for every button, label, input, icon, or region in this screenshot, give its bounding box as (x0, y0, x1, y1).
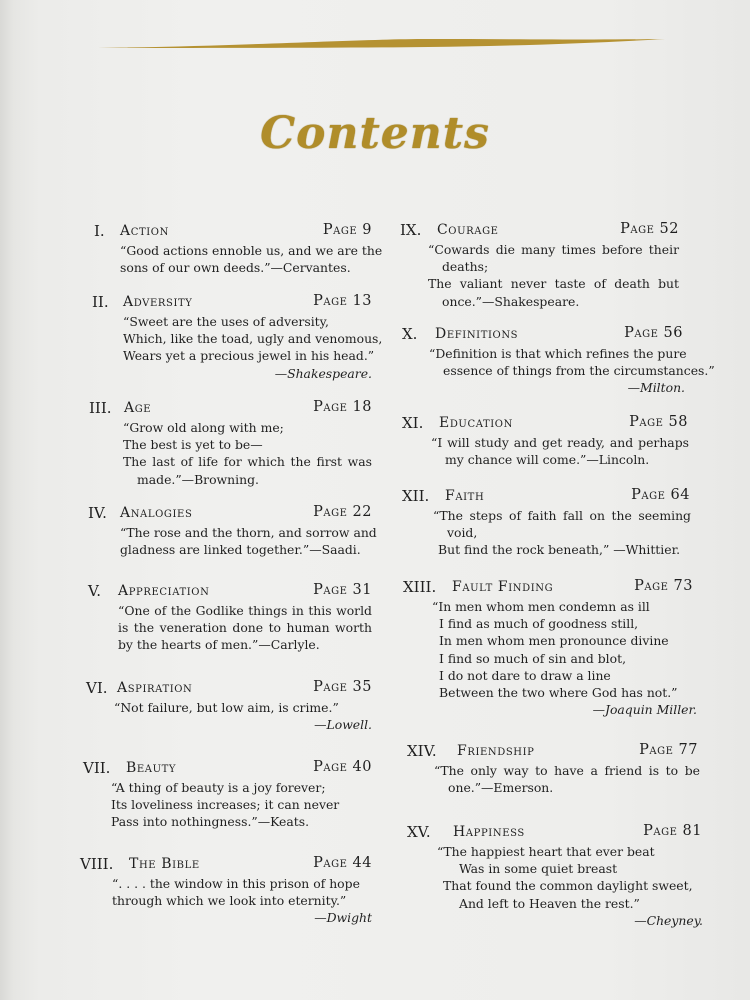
contents-entry-age (88, 399, 372, 488)
quote-line: sons of our own deeds.”—Cervantes. (120, 260, 351, 276)
quote-line: “The rose and the thorn, and sorrow and (120, 525, 377, 540)
quote-line: Between the two where God has not.” (439, 685, 678, 701)
chapter-number: XIV. (407, 742, 437, 760)
chapter-quotation (120, 242, 383, 276)
chapter-title: Faith (445, 488, 485, 504)
chapter-number: VI. (86, 679, 108, 697)
contents-entry-faith (400, 487, 705, 559)
contents-entry-happiness (400, 823, 705, 929)
quote-line: Pass into nothingness.”—Keats. (111, 814, 310, 830)
page-number: Page 31 (313, 582, 372, 598)
chapter-title: Age (124, 400, 152, 416)
chapter-title: Happiness (453, 824, 525, 840)
chapter-title: Fault Finding (452, 579, 554, 595)
page-number: Page 81 (643, 823, 702, 839)
chapter-number: XV. (407, 823, 431, 841)
contents-entry-appreciation (88, 582, 372, 654)
quote-line: “In men whom men condemn as ill (432, 599, 650, 614)
chapter-title: Education (439, 415, 513, 431)
quote-author: —Shakespeare. (274, 365, 372, 381)
page-title: Contents (260, 108, 490, 159)
quote-line: “Grow old along with me; (123, 420, 284, 435)
quote-line: is the veneration done to human worth (118, 620, 372, 636)
page-number: Page 13 (313, 293, 372, 309)
quote-line: “Good actions ennoble us, and we are the (120, 243, 383, 258)
chapter-title: Definitions (435, 326, 519, 342)
chapter-title: Courage (437, 222, 499, 238)
contents-entry-aspiration (88, 679, 372, 733)
quote-line: “The only way to have a friend is to be (434, 763, 700, 778)
quote-line: “. . . . the window in this prison of hope (112, 876, 360, 891)
quote-line: gladness are linked together.”—Saadi. (120, 542, 361, 558)
page-number: Page 22 (313, 504, 372, 520)
chapter-number: XIII. (403, 578, 437, 596)
page-number: Page 58 (629, 414, 688, 430)
page-number: Page 77 (639, 742, 698, 758)
page-number: Page 18 (313, 399, 372, 415)
chapter-title: Friendship (457, 743, 535, 759)
contents-entry-friendship (400, 742, 705, 796)
contents-entry-fault-finding (400, 578, 705, 718)
quote-line: I find so much of sin and blot, (439, 650, 627, 666)
quote-line: essence of things from the circumstances.” (443, 363, 715, 379)
chapter-number: I. (94, 222, 105, 240)
chapter-title: The Bible (129, 856, 200, 872)
contents-entry-courage (400, 221, 705, 310)
contents-entry-the-bible (80, 855, 372, 927)
page-number: Page 56 (624, 325, 683, 341)
quote-line: The best is yet to be— (123, 437, 263, 453)
quote-line: “Definition is that which refines the pure (429, 346, 687, 361)
chapter-title: Appreciation (118, 583, 210, 599)
quote-line: I do not dare to draw a line (439, 667, 611, 683)
chapter-number: IV. (88, 504, 107, 522)
chapter-quotation (434, 762, 700, 796)
quote-author: —Cheyney. (634, 912, 703, 928)
page-number: Page 64 (631, 487, 690, 503)
quote-line: one.”—Emerson. (448, 780, 554, 796)
quote-line: my chance will come.”—Lincoln. (445, 452, 650, 468)
quote-line: “Cowards die many times before their (428, 242, 679, 257)
quote-line: “The happiest heart that ever beat (437, 844, 655, 859)
chapter-quotation (118, 602, 372, 654)
quote-line: And left to Heaven the rest.” (459, 895, 640, 911)
chapter-number: IX. (400, 221, 422, 239)
quote-author: —Dwight (314, 910, 372, 926)
quote-line: “I will study and get ready, and perhaps (431, 435, 689, 450)
page-number: Page 35 (313, 679, 372, 695)
page-number: Page 73 (634, 578, 693, 594)
page-number: Page 40 (313, 759, 372, 775)
chapter-quotation (114, 699, 372, 733)
quote-line: That found the common daylight sweet, (443, 878, 693, 894)
quote-line: Wears yet a precious jewel in his head.” (123, 348, 375, 364)
quote-line: The last of life for which the first was (123, 454, 372, 470)
quote-line: “The steps of faith fall on the seeming (433, 508, 691, 523)
chapter-number: VIII. (80, 855, 114, 873)
contents-entry-analogies (88, 504, 377, 558)
quote-line: “Sweet are the uses of adversity, (123, 314, 329, 329)
quote-line: In men whom men pronounce divine (439, 633, 669, 649)
chapter-title: Aspiration (117, 680, 193, 696)
chapter-number: XI. (402, 414, 424, 432)
chapter-quotation (429, 345, 715, 397)
contents-entry-beauty (83, 759, 372, 831)
chapter-number: X. (402, 325, 418, 343)
chapter-number: III. (89, 399, 112, 417)
quote-author: —Lowell. (314, 717, 372, 733)
chapter-title: Adversity (123, 294, 193, 310)
quote-line: deaths; (442, 259, 489, 275)
chapter-quotation (111, 779, 372, 831)
gold-rule-ornament (98, 37, 665, 53)
contents-entry-definitions (400, 325, 715, 397)
page-number: Page 44 (313, 855, 372, 871)
quote-line: “Not failure, but low aim, is crime.” (114, 700, 339, 715)
chapter-quotation (431, 434, 689, 468)
chapter-title: Analogies (120, 505, 193, 521)
quote-line: But find the rock beneath,” —Whittier. (438, 542, 681, 558)
quote-line: made.”—Browning. (137, 471, 259, 487)
contents-entry-action (88, 222, 383, 276)
chapter-quotation (112, 875, 372, 927)
chapter-quotation (123, 313, 383, 382)
quote-line: by the hearts of men.”—Carlyle. (118, 637, 320, 653)
chapter-quotation (437, 843, 703, 929)
chapter-number: II. (92, 293, 109, 311)
chapter-number: V. (88, 582, 101, 600)
chapter-title: Action (120, 223, 169, 239)
contents-entry-adversity (88, 293, 383, 382)
quote-author: —Milton. (627, 380, 685, 396)
quote-line: “A thing of beauty is a joy forever; (111, 780, 326, 795)
quote-line: void, (447, 525, 478, 541)
quote-line: I find as much of goodness still, (439, 616, 639, 632)
chapter-quotation (123, 419, 372, 488)
page-number: Page 9 (322, 222, 372, 238)
chapter-quotation (120, 524, 377, 558)
contents-entry-education (400, 414, 705, 468)
quote-line: Was in some quiet breast (459, 861, 618, 877)
chapter-quotation (428, 241, 679, 310)
chapter-number: XII. (402, 487, 430, 505)
quote-line: Which, like the toad, ugly and venomous, (123, 331, 383, 347)
quote-line: through which we look into eternity.” (112, 893, 347, 909)
chapter-number: VII. (83, 759, 111, 777)
quote-line: “One of the Godlike things in this world (118, 603, 372, 618)
chapter-quotation (433, 507, 691, 559)
quote-line: Its loveliness increases; it can never (111, 797, 340, 813)
page-number: Page 52 (620, 221, 679, 237)
quote-line: once.”—Shakespeare. (442, 293, 580, 309)
chapter-quotation (432, 598, 697, 718)
quote-author: —Joaquin Miller. (592, 702, 697, 718)
quote-line: The valiant never taste of death but (428, 276, 679, 292)
chapter-title: Beauty (126, 760, 177, 776)
